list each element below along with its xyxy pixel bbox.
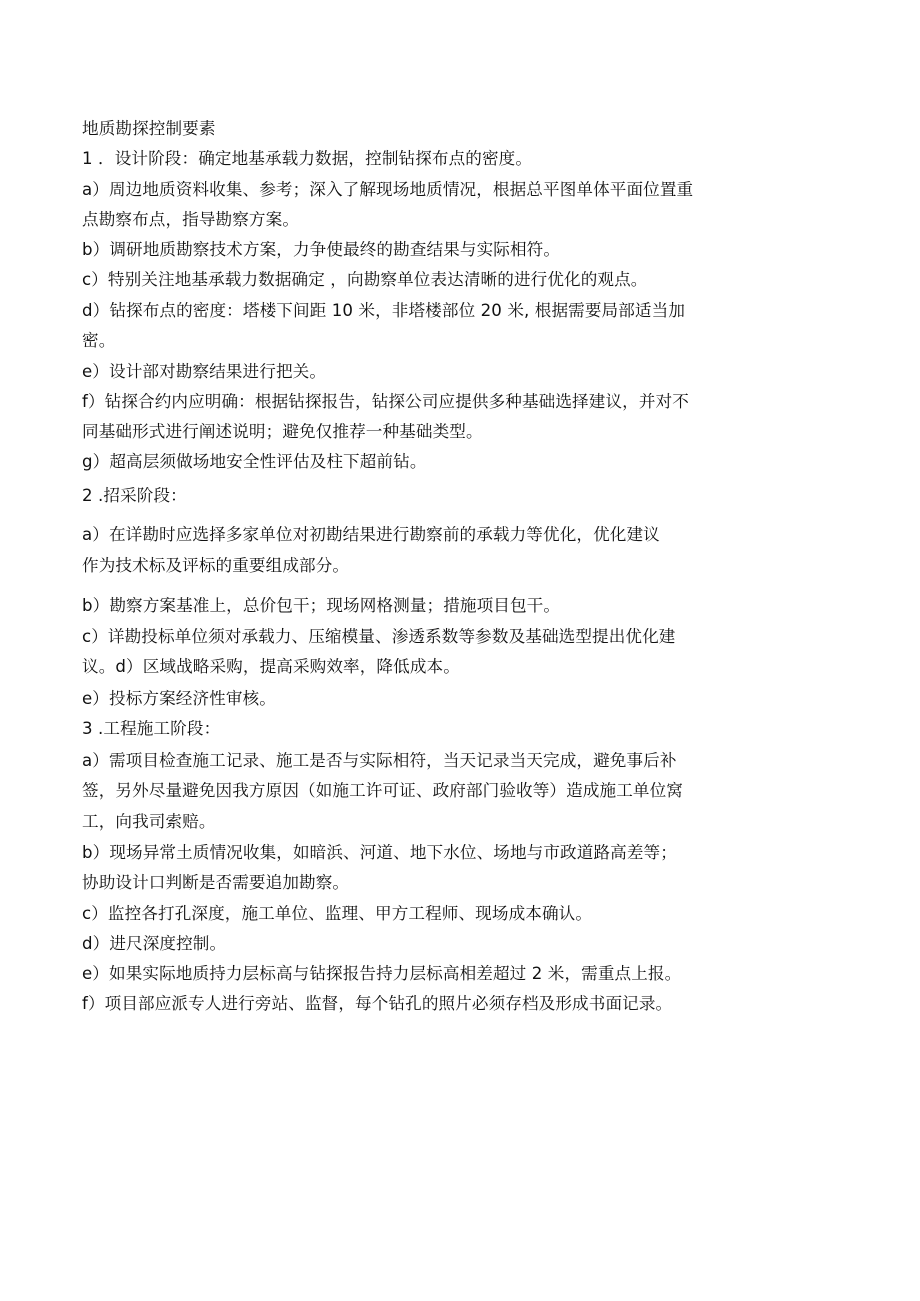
section-heading-design: 1 ．设计阶段：确定地基承载力数据，控制钻探布点的密度。 <box>82 149 533 168</box>
text-line: 密。 <box>82 331 116 350</box>
text-line: a）在详勘时应选择多家单位对初勘结果进行勘察前的承载力等优化，优化建议 <box>82 525 660 544</box>
text-line: f）钻探合约内应明确：根据钻探报告，钻探公司应提供多种基础选择建议，并对不 <box>82 392 689 411</box>
text-line: f）项目部应派专人进行旁站、监督，每个钻孔的照片必须存档及形成书面记录。 <box>82 994 673 1013</box>
text-line: b）调研地质勘察技术方案，力争使最终的勘查结果与实际相符。 <box>82 240 561 259</box>
text-line: 议。d）区域战略采购，提高采购效率，降低成本。 <box>82 657 460 676</box>
text-line: 作为技术标及评标的重要组成部分。 <box>82 556 350 575</box>
document-title: 地质勘探控制要素 <box>82 119 216 138</box>
text-line: 协助设计口判断是否需要追加勘察。 <box>82 873 350 892</box>
text-line: b）勘察方案基准上，总价包干；现场网格测量；措施项目包干。 <box>82 596 561 615</box>
text-line: d）钻探布点的密度：塔楼下间距 10 米，非塔楼部位 20 米, 根据需要局部适当加 <box>82 301 686 320</box>
text-line: c）特别关注地基承载力数据确定 ，向勘察单位表达清晰的进行优化的观点。 <box>82 270 648 289</box>
text-line: 签，另外尽量避免因我方原因（如施工许可证、政府部门验收等）造成施工单位窝 <box>82 781 683 800</box>
text-line: 点勘察布点，指导勘察方案。 <box>82 210 300 229</box>
section-heading-construction: 3 .工程施工阶段： <box>82 719 221 738</box>
section-heading-procurement: 2 .招采阶段： <box>82 486 187 505</box>
text-line: d）进尺深度控制。 <box>82 934 227 953</box>
text-line: e）投标方案经济性审核。 <box>82 689 276 708</box>
text-line: a）需项目检查施工记录、施工是否与实际相符，当天记录当天完成，避免事后补 <box>82 751 677 770</box>
text-line: e）设计部对勘察结果进行把关。 <box>82 362 327 381</box>
text-line: b）现场异常土质情况收集，如暗浜、河道、地下水位、场地与市政道路高差等； <box>82 843 677 862</box>
text-line: a）周边地质资料收集、参考；深入了解现场地质情况，根据总平图单体平面位置重 <box>82 180 694 199</box>
text-line: c）详勘投标单位须对承载力、压缩模量、渗透系数等参数及基础选型提出优化建 <box>82 627 676 646</box>
text-line: e）如果实际地质持力层标高与钻探报告持力层标高相差超过 2 米，需重点上报。 <box>82 964 682 983</box>
text-line: c）监控各打孔深度，施工单位、监理、甲方工程师、现场成本确认。 <box>82 904 593 923</box>
text-line: 工，向我司索赔。 <box>82 812 216 831</box>
text-line: 同基础形式进行阐述说明；避免仅推荐一种基础类型。 <box>82 422 483 441</box>
text-line: g）超高层须做场地安全性评估及柱下超前钻。 <box>82 452 427 471</box>
